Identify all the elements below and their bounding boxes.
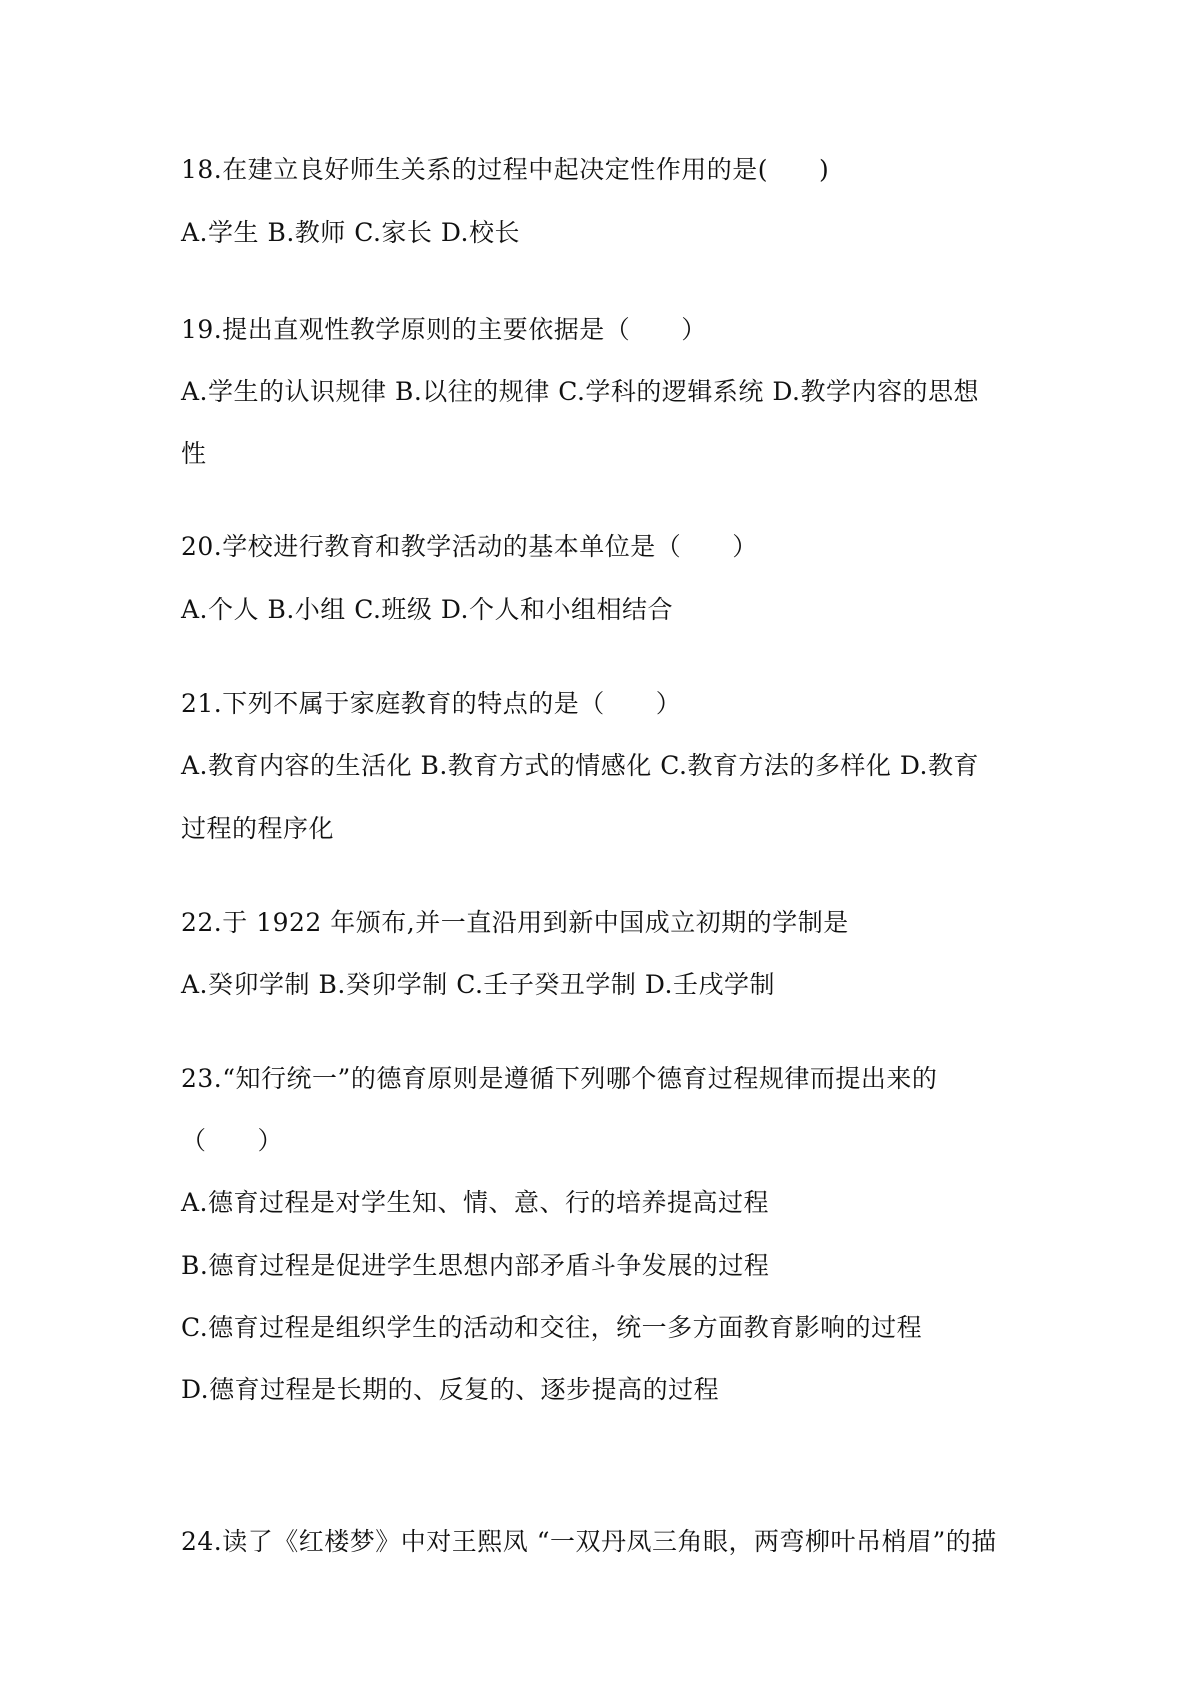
question-23-stem-continued: （ ）	[181, 1126, 284, 1155]
question-22-stem: 22.于 1922 年颁布,并一直沿用到新中国成立初期的学制是	[181, 908, 849, 937]
question-21-options: A.教育内容的生活化 B.教育方式的情感化 C.教育方法的多样化 D.教育	[181, 751, 979, 780]
question-20-options: A.个人 B.小组 C.班级 D.个人和小组相结合	[181, 595, 673, 624]
question-23-option-b: B.德育过程是促进学生思想内部矛盾斗争发展的过程	[181, 1251, 770, 1280]
question-21-options-continued: 过程的程序化	[181, 814, 335, 843]
question-23-option-a: A.德育过程是对学生知、情、意、行的培养提高过程	[181, 1188, 770, 1217]
question-23-option-d: D.德育过程是长期的、反复的、逐步提高的过程	[181, 1375, 720, 1404]
question-18-stem: 18.在建立良好师生关系的过程中起决定性作用的是( )	[181, 155, 830, 184]
question-21-stem: 21.下列不属于家庭教育的特点的是（ ）	[181, 689, 682, 718]
question-24-stem: 24.读了《红楼梦》中对王熙凤 “一双丹凤三角眼，两弯柳叶吊梢眉”的描	[181, 1527, 997, 1556]
question-23-stem: 23.“知行统一”的德育原则是遵循下列哪个德育过程规律而提出来的	[181, 1064, 938, 1093]
question-18-options: A.学生 B.教师 C.家长 D.校长	[181, 218, 520, 247]
question-20-stem: 20.学校进行教育和教学活动的基本单位是（ ）	[181, 532, 758, 561]
question-19-options: A.学生的认识规律 B.以往的规律 C.学科的逻辑系统 D.教学内容的思想	[181, 377, 979, 406]
question-19-stem: 19.提出直观性教学原则的主要依据是（ ）	[181, 315, 707, 344]
question-23-option-c: C.德育过程是组织学生的活动和交往，统一多方面教育影响的过程	[181, 1313, 923, 1342]
question-19-options-continued: 性	[181, 439, 207, 468]
question-22-options: A.癸卯学制 B.癸卯学制 C.壬子癸丑学制 D.壬戌学制	[181, 970, 775, 999]
